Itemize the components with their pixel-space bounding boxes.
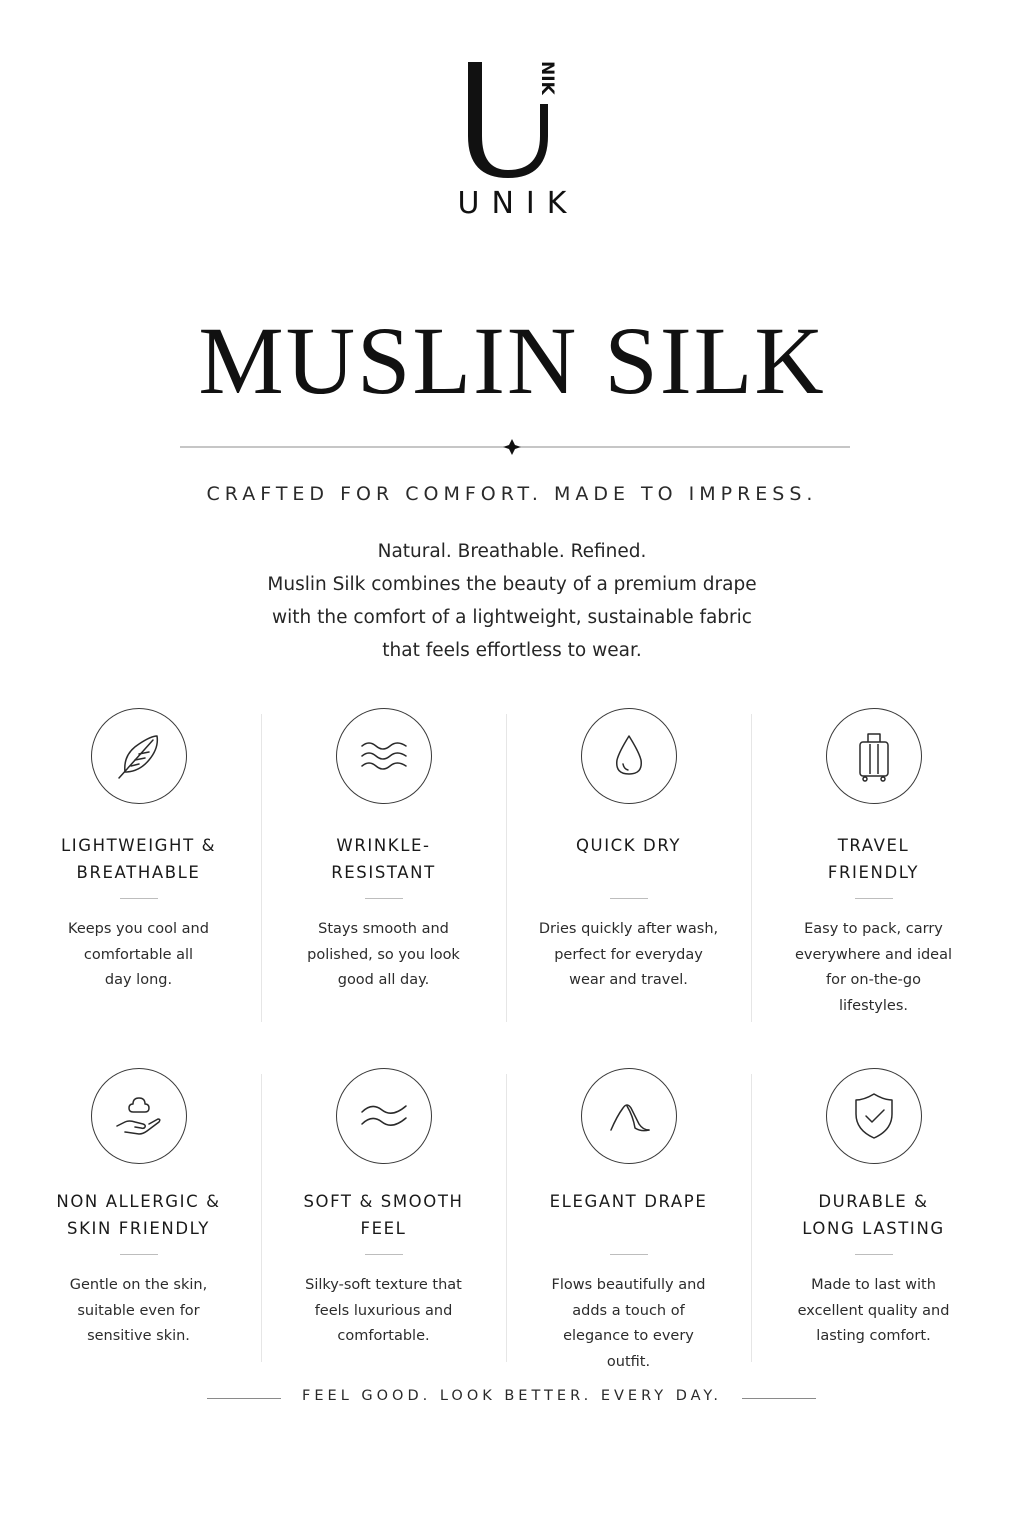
- smooth-waves-icon: [354, 1086, 414, 1146]
- intro-paragraph: [0, 535, 1024, 667]
- feature-divider: [855, 898, 893, 899]
- feature-description: Dries quickly after wash, perfect for everyday wear and travel.: [538, 921, 719, 988]
- features-row: [16, 708, 996, 1028]
- intro-line: with the comfort of a lightweight, sustainable fabric: [272, 607, 752, 628]
- u-monogram-icon: [460, 58, 564, 188]
- feather-icon: [109, 726, 169, 786]
- feature-wrinkle-resistant: [261, 708, 506, 1028]
- feature-title: NON ALLERGIC & SKIN FRIENDLY: [56, 1192, 221, 1238]
- feature-title: QUICK DRY: [575, 836, 682, 855]
- brand-wordmark: UNIK: [457, 186, 579, 221]
- feature-divider: [120, 1254, 158, 1255]
- feature-description: Keeps you cool and comfortable all day long.: [68, 921, 209, 988]
- water-drop-icon: [599, 726, 659, 786]
- feature-description: Stays smooth and polished, so you look good all day.: [307, 921, 460, 988]
- feature-title: ELEGANT DRAPE: [549, 1192, 708, 1211]
- diamond-star-icon: [503, 439, 521, 455]
- tagline: CRAFTED FOR COMFORT. MADE TO IMPRESS.: [206, 483, 818, 505]
- feature-description: Gentle on the skin, suitable even for sensitive skin.: [69, 1277, 208, 1344]
- page-title: MUSLIN SILK: [198, 307, 826, 414]
- feature-divider: [610, 1254, 648, 1255]
- feature-non-allergic: [16, 1068, 261, 1368]
- feature-lightweight: [16, 708, 261, 1028]
- feature-soft-smooth: [261, 1068, 506, 1368]
- feature-title: SOFT & SMOOTH FEEL: [303, 1192, 464, 1238]
- feature-elegant-drape: [506, 1068, 751, 1368]
- feature-travel-friendly: [751, 708, 996, 1028]
- features-row: [16, 1068, 996, 1368]
- waves-icon: [354, 726, 414, 786]
- feature-title: LIGHTWEIGHT & BREATHABLE: [60, 836, 217, 882]
- intro-line: that feels effortless to wear.: [382, 640, 642, 661]
- features-grid: [16, 708, 996, 1368]
- feature-description: Flows beautifully and adds a touch of elegance to every outfit.: [551, 1277, 706, 1370]
- suitcase-icon: [844, 726, 904, 786]
- feature-divider: [610, 898, 648, 899]
- feature-description: Easy to pack, carry everywhere and ideal for on-the-go lifestyles.: [794, 921, 953, 1014]
- feature-divider: [120, 898, 158, 899]
- footer: [0, 1388, 1024, 1410]
- intro-line: Muslin Silk combines the beauty of a premium drape: [267, 574, 757, 595]
- feature-title: TRAVEL FRIENDLY: [827, 836, 920, 882]
- svg-text:NIK: NIK: [537, 61, 557, 95]
- feature-divider: [855, 1254, 893, 1255]
- shield-check-icon: [844, 1086, 904, 1146]
- feature-description: Made to last with excellent quality and lasting comfort.: [797, 1277, 950, 1344]
- feature-title: WRINKLE- RESISTANT: [331, 836, 436, 882]
- feature-description: Silky-soft texture that feels luxurious and comfortable.: [305, 1277, 462, 1344]
- title-divider: [180, 438, 850, 456]
- feature-divider: [365, 1254, 403, 1255]
- feature-quick-dry: [506, 708, 751, 1028]
- feature-title: DURABLE & LONG LASTING: [802, 1192, 945, 1238]
- feature-divider: [365, 898, 403, 899]
- intro-line: Natural. Breathable. Refined.: [377, 541, 647, 562]
- feature-durable: [751, 1068, 996, 1368]
- fabric-drape-icon: [599, 1086, 659, 1146]
- hand-cloud-icon: [109, 1086, 169, 1146]
- footer-rule-right: [742, 1398, 816, 1399]
- footer-slogan: FEEL GOOD. LOOK BETTER. EVERY DAY.: [302, 1388, 722, 1404]
